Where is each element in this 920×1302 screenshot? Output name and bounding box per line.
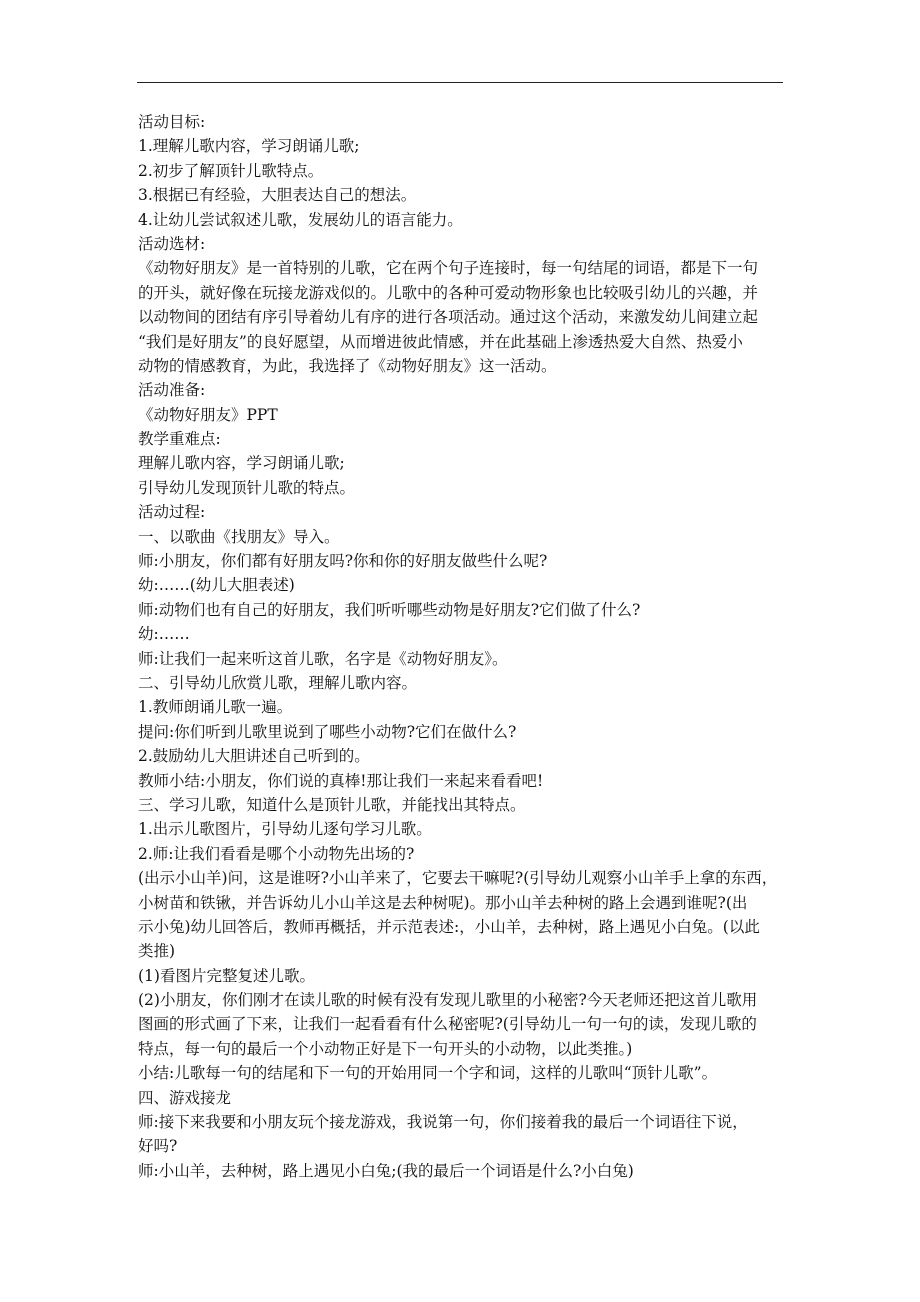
text-line: 《动物好朋友》是一首特别的儿歌，它在两个句子连接时，每一句结尾的词语，都是下一句 [138,259,759,278]
header-rule [137,82,783,83]
text-line: 2.初步了解顶针儿歌特点。 [138,161,324,180]
text-line: 引导幼儿发现顶针儿歌的特点。 [138,478,356,497]
section-heading-key-points: 教学重难点: [138,430,221,449]
text-line: 师:动物们也有自己的好朋友，我们听听哪些动物是好朋友?它们做了什么? [138,600,641,619]
text-line: 好吗? [138,1137,178,1156]
text-line: 《动物好朋友》PPT [138,405,278,424]
section-heading-process: 活动过程: [138,503,206,522]
text-line: 的开头，就好像在玩接龙游戏似的。儿歌中的各种可爱动物形象也比较吸引幼儿的兴趣，并 [138,283,759,302]
text-line: (2)小朋友，你们刚才在读儿歌的时候有没有发现儿歌里的小秘密?今天老师还把这首儿歌用 [138,991,758,1010]
section-heading-game: 四、游戏接龙 [138,1088,232,1107]
text-line: 图画的形式画了下来，让我们一起看看有什么秘密呢?(引导幼儿一句一句的读，发现儿歌的 [138,1015,757,1034]
text-line: 一、以歌曲《找朋友》导入。 [138,527,340,546]
text-line: (1)看图片完整复述儿歌。 [138,966,315,985]
text-line: 小结:儿歌每一句的结尾和下一句的开始用同一个字和词，这样的儿歌叫“顶针儿歌”。 [138,1064,718,1083]
text-line: 示小兔)幼儿回答后，教师再概括，并示范表述:，小山羊，去种树，路上遇见小白兔。(以此 [138,917,760,936]
text-line: 4.让幼儿尝试叙述儿歌，发展幼儿的语言能力。 [138,210,463,229]
text-line: 1.出示儿歌图片，引导幼儿逐句学习儿歌。 [138,820,432,839]
text-line: 幼:…… [138,625,190,644]
text-line: (出示小山羊)问，这是谁呀?小山羊来了，它要去干嘛呢?(引导幼儿观察小山羊手上拿的东西， [138,869,778,888]
section-heading-preparation: 活动准备: [138,381,206,400]
text-line: 3.根据已有经验，大胆表达自己的想法。 [138,186,417,205]
text-line: 提问:你们听到儿歌里说到了哪些小动物?它们在做什么? [138,722,517,741]
document-body [138,110,786,1183]
text-line: 小树苗和铁锹，并告诉幼儿小山羊这是去种树呢)。那小山羊去种树的路上会遇到谁呢?(出 [138,893,748,912]
text-line: 2.鼓励幼儿大胆讲述自己听到的。 [138,747,370,766]
text-line: 类推) [138,942,176,961]
text-line: 1.理解儿歌内容，学习朗诵儿歌; [138,137,360,156]
text-line: 师:让我们一起来听这首儿歌，名字是《动物好朋友》。 [138,649,508,668]
text-line: 教师小结:小朋友，你们说的真棒!那让我们一来起来看看吧! [138,771,544,790]
text-line: 动物的情感教育，为此，我选择了《动物好朋友》这一活动。 [138,356,557,375]
text-line: 1.教师朗诵儿歌一遍。 [138,698,293,717]
text-line: 三、学习儿歌，知道什么是顶针儿歌，并能找出其特点。 [138,795,526,814]
text-line: 师:小朋友，你们都有好朋友吗?你和你的好朋友做些什么呢? [138,552,548,571]
text-line: 特点，每一句的最后一个小动物正好是下一句开头的小动物，以此类推。) [138,1039,633,1058]
text-line: 师:接下来我要和小朋友玩个接龙游戏，我说第一句，你们接着我的最后一个词语往下说， [138,1113,748,1132]
text-line: 师:小山羊，去种树，路上遇见小白兔;(我的最后一个词语是什么?小白兔) [138,1161,634,1180]
text-line: “我们是好朋友”的良好愿望，从而增进彼此情感，并在此基础上渗透热爱大自然、热爱小 [138,332,743,351]
text-line: 幼:……(幼儿大胆表述) [138,576,295,595]
text-line: 以动物间的团结有序引导着幼儿有序的进行各项活动。通过这个活动，来激发幼儿间建立起 [138,308,759,327]
text-line: 理解儿歌内容，学习朗诵儿歌; [138,454,345,473]
text-line: 二、引导幼儿欣赏儿歌，理解儿歌内容。 [138,673,418,692]
text-line: 2.师:让我们看看是哪个小动物先出场的? [138,844,415,863]
section-heading-goals: 活动目标: [138,113,206,131]
section-heading-material: 活动选材: [138,234,206,253]
